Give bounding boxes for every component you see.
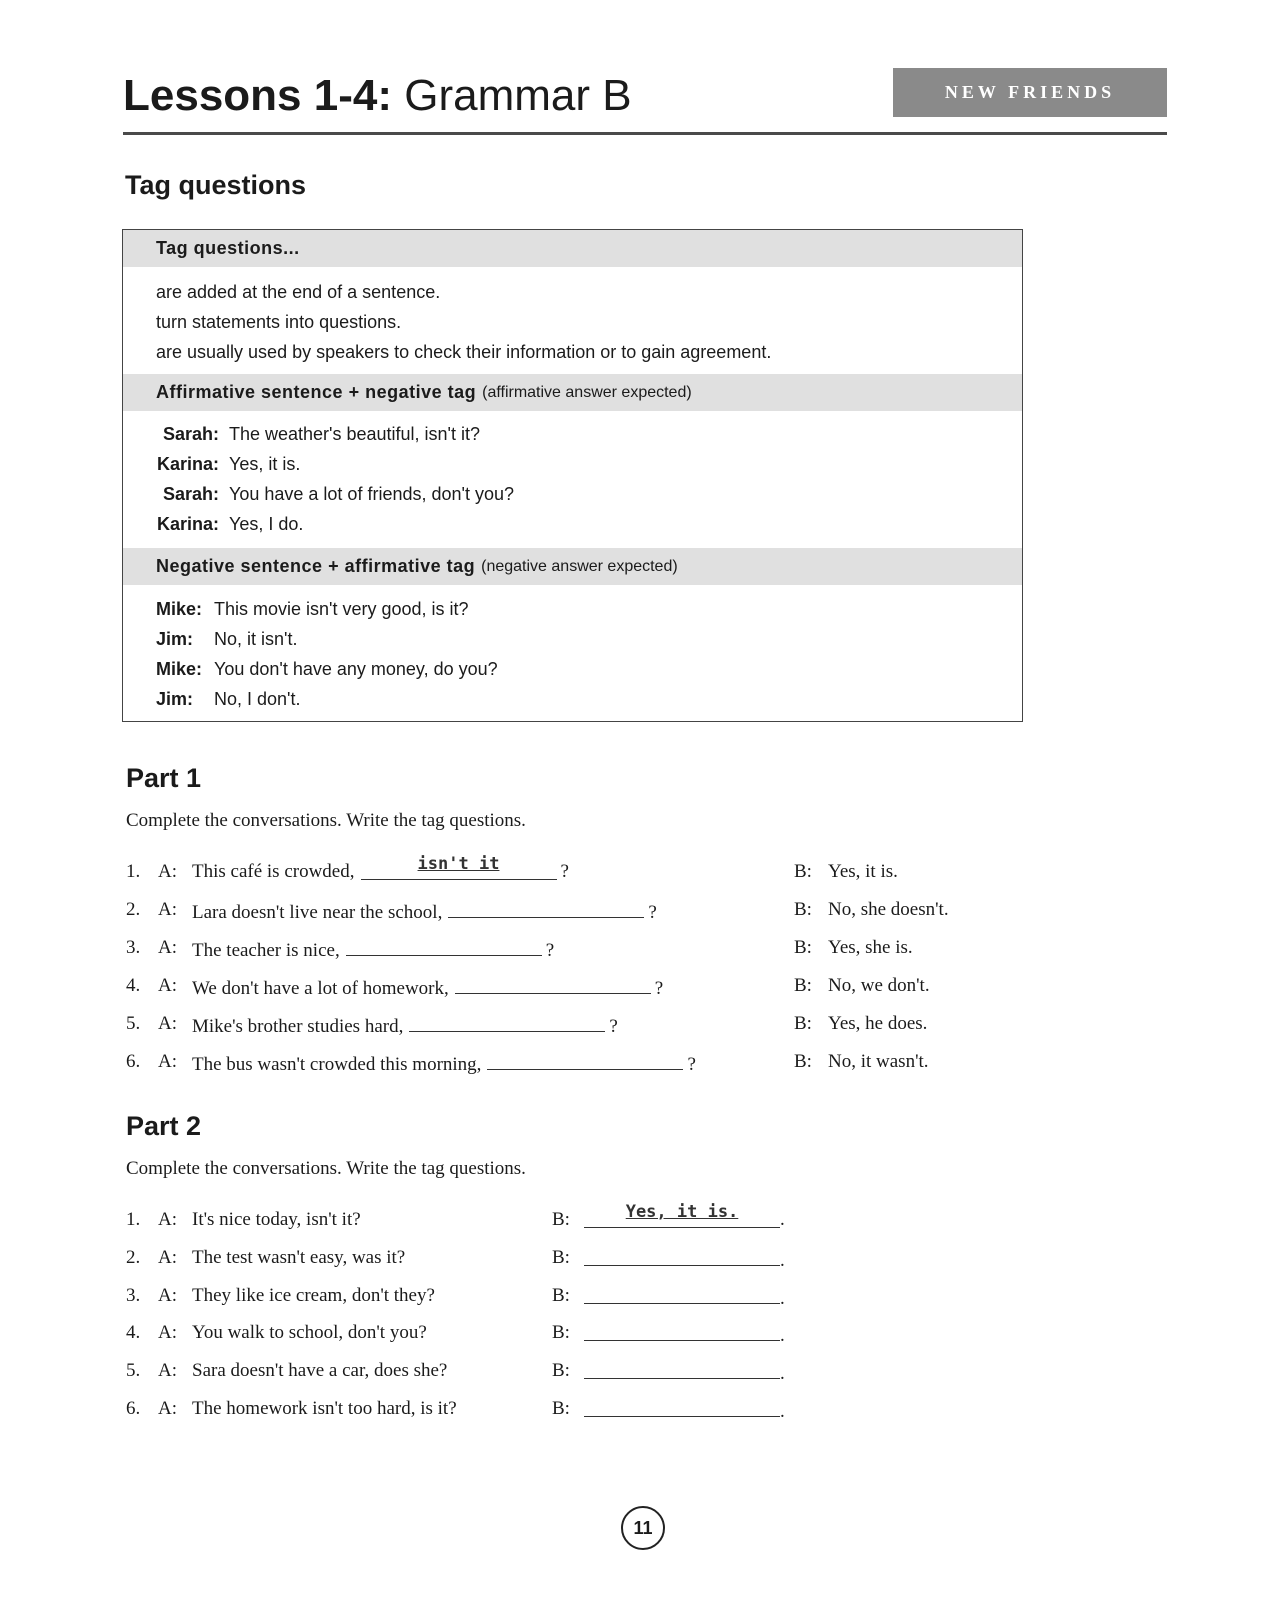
dialog-text: Yes, I do.: [229, 514, 304, 534]
exercise-number: 6.: [126, 1051, 141, 1072]
speaker-a-label: A:: [158, 861, 177, 882]
exercise-question: The bus wasn't crowded this morning,: [192, 1054, 482, 1075]
speaker-a-label: A:: [158, 899, 177, 920]
question-mark: ?: [545, 940, 555, 961]
usage-item: are added at the end of a sentence.: [156, 282, 441, 302]
dialog-line: [156, 419, 514, 449]
dialog-text: No, I don't.: [214, 689, 301, 709]
dialog-text: You don't have any money, do you?: [214, 659, 498, 679]
exercise-question: They like ice cream, don't they?: [192, 1285, 435, 1306]
exercise-number: 5.: [126, 1013, 141, 1034]
answer-blank[interactable]: [584, 1202, 780, 1228]
grammar-box-title-bar: [123, 230, 1022, 267]
title-divider: [123, 132, 1167, 135]
exercise-question: We don't have a lot of homework,: [192, 978, 449, 999]
handwritten-answer: isn't it: [417, 854, 500, 874]
exercise-number: 4.: [126, 975, 141, 996]
speaker-name: Sarah:: [162, 484, 219, 504]
negative-rule-bar: [123, 548, 1022, 585]
speaker-a-label: A:: [158, 937, 177, 958]
speaker-b-label: B:: [794, 899, 812, 920]
exercise-number: 1.: [126, 1209, 141, 1230]
speaker-name: Sarah:: [162, 424, 219, 444]
speaker-b-label: B:: [794, 1051, 812, 1072]
answer-blank[interactable]: [584, 1356, 780, 1379]
page-title: [123, 72, 632, 120]
answer-blank[interactable]: [361, 854, 557, 880]
speaker-a-label: A:: [158, 1285, 177, 1306]
speaker-name: Mike:: [156, 599, 203, 619]
negative-rule-note: (negative answer expected): [481, 557, 678, 575]
speaker-a-label: A:: [158, 1247, 177, 1268]
negative-example-dialog: [156, 594, 498, 714]
usage-item: are usually used by speakers to check their information or to gain agreement.: [156, 342, 772, 362]
dialog-line: [156, 509, 514, 539]
speaker-b-label: B:: [794, 937, 812, 958]
exercise-response: No, we don't.: [828, 975, 930, 996]
affirmative-example-dialog: [156, 419, 514, 539]
speaker-a-label: A:: [158, 1013, 177, 1034]
grammar-box-title: Tag questions...: [156, 238, 300, 258]
period-mark: .: [780, 1363, 785, 1384]
dialog-line: [156, 449, 514, 479]
usage-item: turn statements into questions.: [156, 312, 402, 332]
speaker-a-label: A:: [158, 1360, 177, 1381]
dialog-text: No, it isn't.: [214, 629, 298, 649]
speaker-b-label: B:: [552, 1322, 570, 1343]
exercise-response: Yes, she is.: [828, 937, 913, 958]
speaker-a-label: A:: [158, 1209, 177, 1230]
affirmative-rule-bar: [123, 374, 1022, 411]
exercise-question: It's nice today, isn't it?: [192, 1209, 361, 1230]
answer-blank[interactable]: [448, 895, 644, 918]
part1-instruction: Complete the conversations. Write the tag questions.: [126, 810, 526, 831]
dialog-line: [156, 624, 498, 654]
answer-blank[interactable]: [409, 1009, 605, 1032]
dialog-text: The weather's beautiful, isn't it?: [229, 424, 481, 444]
title-lessons: Lessons 1-4:: [123, 71, 392, 120]
dialog-line: [156, 684, 498, 714]
speaker-b-label: B:: [794, 861, 812, 882]
speaker-b-label: B:: [552, 1360, 570, 1381]
speaker-name: Jim:: [156, 629, 194, 649]
exercise-number: 2.: [126, 899, 141, 920]
question-mark: ?: [609, 1016, 618, 1037]
speaker-a-label: A:: [158, 975, 177, 996]
period-mark: .: [780, 1325, 785, 1346]
answer-blank[interactable]: [487, 1047, 683, 1070]
speaker-b-label: B:: [552, 1285, 570, 1306]
dialog-text: You have a lot of friends, don't you?: [229, 484, 514, 504]
dialog-line: [156, 654, 498, 684]
negative-rule-heading: Negative sentence + affirmative tag: [156, 556, 476, 576]
question-mark: ?: [654, 978, 664, 999]
exercise-question: The test wasn't easy, was it?: [192, 1247, 406, 1268]
exercise-response: Yes, it is.: [828, 861, 898, 882]
question-mark: ?: [648, 902, 657, 923]
exercise-question: You walk to school, don't you?: [192, 1322, 427, 1343]
answer-blank[interactable]: [584, 1394, 780, 1417]
speaker-name: Jim:: [156, 689, 194, 709]
period-mark: .: [780, 1209, 785, 1230]
period-mark: .: [780, 1288, 785, 1309]
question-mark: ?: [560, 861, 569, 882]
dialog-text: This movie isn't very good, is it?: [214, 599, 469, 619]
exercise-number: 3.: [126, 1285, 141, 1306]
speaker-b-label: B:: [794, 1013, 812, 1034]
exercise-question: Mike's brother studies hard,: [192, 1016, 404, 1037]
exercise-number: 3.: [126, 937, 141, 958]
speaker-name: Karina:: [156, 514, 219, 534]
dialog-text: Yes, it is.: [229, 454, 301, 474]
grammar-box: [122, 229, 1023, 722]
exercise-question: The homework isn't too hard, is it?: [192, 1398, 457, 1419]
brand-badge: NEW FRIENDS: [893, 68, 1167, 117]
period-mark: .: [780, 1401, 785, 1422]
speaker-b-label: B:: [794, 975, 812, 996]
title-grammar: Grammar B: [404, 71, 632, 120]
section-heading: Tag questions: [125, 170, 307, 200]
part2-heading: Part 2: [126, 1111, 202, 1141]
question-mark: ?: [687, 1054, 696, 1075]
speaker-b-label: B:: [552, 1209, 570, 1230]
speaker-name: Karina:: [156, 454, 219, 474]
handwritten-answer: Yes, it is.: [625, 1202, 739, 1222]
dialog-line: [156, 594, 498, 624]
part2-instruction: Complete the conversations. Write the tag questions.: [126, 1158, 526, 1179]
speaker-b-label: B:: [552, 1398, 570, 1419]
exercise-response: No, she doesn't.: [828, 899, 949, 920]
speaker-a-label: A:: [158, 1051, 177, 1072]
answer-blank[interactable]: [584, 1281, 780, 1304]
exercise-number: 1.: [126, 861, 141, 882]
part1-heading: Part 1: [126, 763, 202, 793]
exercise-number: 6.: [126, 1398, 141, 1419]
exercise-number: 4.: [126, 1322, 141, 1343]
usage-list: [156, 277, 771, 367]
exercise-question: This café is crowded,: [192, 861, 355, 882]
exercise-question: Lara doesn't live near the school,: [192, 902, 443, 923]
answer-blank[interactable]: [584, 1243, 780, 1266]
page-number: 11: [621, 1506, 665, 1550]
dialog-line: [156, 479, 514, 509]
speaker-b-label: B:: [552, 1247, 570, 1268]
speaker-a-label: A:: [158, 1322, 177, 1343]
answer-blank[interactable]: [455, 971, 651, 994]
answer-blank[interactable]: [584, 1318, 780, 1341]
affirmative-rule-heading: Affirmative sentence + negative tag: [156, 382, 477, 402]
exercise-question: The teacher is nice,: [192, 940, 340, 961]
speaker-name: Mike:: [156, 659, 203, 679]
exercise-number: 5.: [126, 1360, 141, 1381]
period-mark: .: [780, 1250, 785, 1271]
speaker-a-label: A:: [158, 1398, 177, 1419]
exercise-response: No, it wasn't.: [828, 1051, 929, 1072]
affirmative-rule-note: (affirmative answer expected): [482, 383, 692, 401]
exercise-number: 2.: [126, 1247, 141, 1268]
answer-blank[interactable]: [346, 933, 542, 956]
exercise-question: Sara doesn't have a car, does she?: [192, 1360, 448, 1381]
exercise-response: Yes, he does.: [828, 1013, 928, 1034]
